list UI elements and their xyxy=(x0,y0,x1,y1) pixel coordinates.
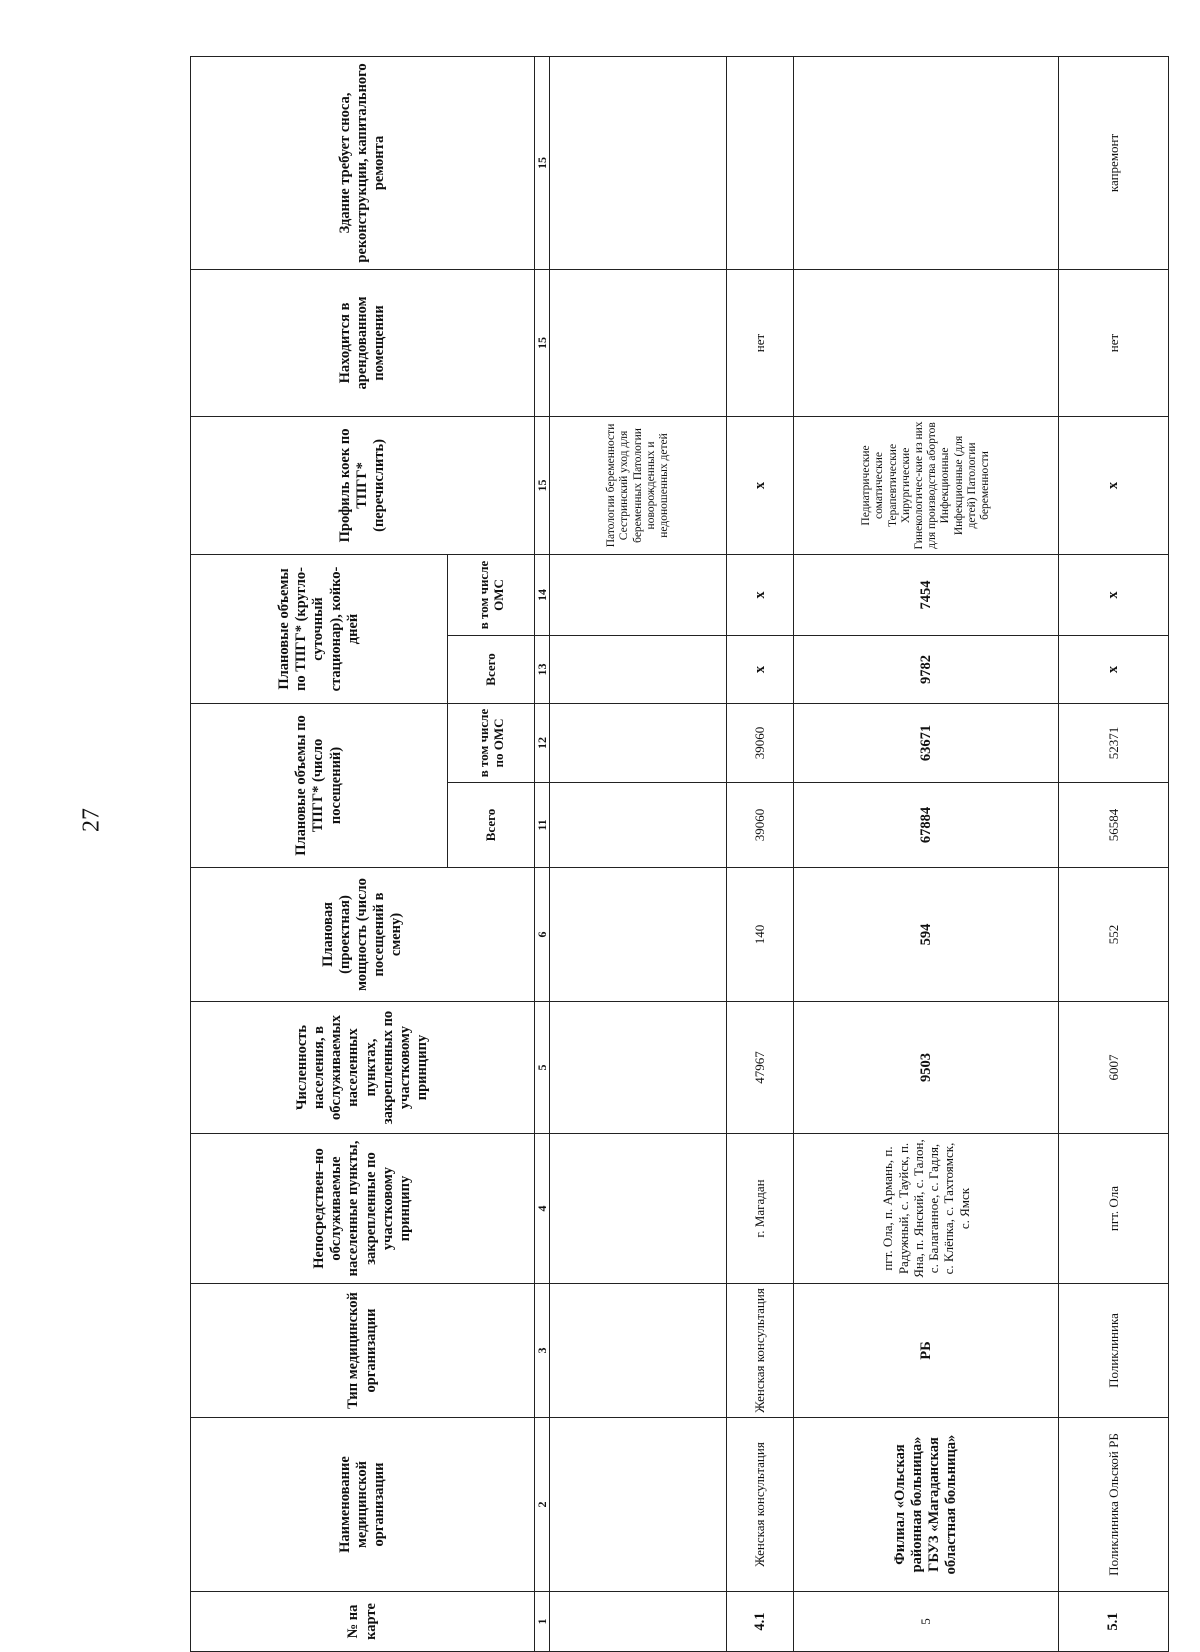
cell-map-number: 4.1 xyxy=(727,1592,794,1652)
column-number: 6 xyxy=(535,868,550,1002)
header-rented: Находится в арендованном помещении xyxy=(191,269,535,416)
cell-bed-days-oms: 7454 xyxy=(794,554,1059,635)
cell-org-type xyxy=(550,1284,727,1418)
column-number: 15 xyxy=(535,416,550,554)
cell-capacity xyxy=(550,868,727,1002)
cell-bed-profile: Педиатрические соматические Терапевтические Хирургические Гинекологичес-кие из них для производства абортов Инфекционные Инфекционные (для детей) Патологии беременности xyxy=(794,416,1059,554)
header-bed-profile: Профиль коек по ТПГГ* (перечислить) xyxy=(191,416,535,554)
cell-visits-all xyxy=(550,783,727,868)
header-bed-days-all: Всего xyxy=(448,635,535,703)
cell-bed-days-all xyxy=(550,635,727,703)
header-visits-all: Всего xyxy=(448,783,535,868)
cell-org-type: Поликлиника xyxy=(1059,1284,1169,1418)
cell-visits-oms: 63671 xyxy=(794,703,1059,782)
cell-visits-all: 39060 xyxy=(727,783,794,868)
cell-org-name: Филиал «Ольская районная больница» ГБУЗ «Магаданская областная больница» xyxy=(794,1418,1059,1592)
header-bed-days-oms: в том числе ОМС xyxy=(448,554,535,635)
cell-visits-oms: 52371 xyxy=(1059,703,1169,782)
column-number: 13 xyxy=(535,635,550,703)
header-population: Численность населения, в обслуживаемых населенных пунктах, закрепленных по участковому принципу xyxy=(191,1002,535,1134)
cell-rented: нет xyxy=(1059,269,1169,416)
cell-repair xyxy=(794,56,1059,269)
cell-repair xyxy=(550,56,727,269)
header-capacity: Плановая (проектная) мощность (число посещений в смену) xyxy=(191,868,535,1002)
cell-population: 6007 xyxy=(1059,1002,1169,1134)
table-row xyxy=(1059,56,1169,1651)
cell-map-number: 5 xyxy=(794,1592,1059,1652)
header-visits: Плановые объемы по ТПГГ* (число посещений) xyxy=(191,703,448,867)
header-bed-days: Плановые объемы по ТПГГ* (кругло-суточный стационар), койко-дней xyxy=(191,554,448,703)
cell-org-type: РБ xyxy=(794,1284,1059,1418)
cell-rented: нет xyxy=(727,269,794,416)
header-org-name: Наименование медицинской организации xyxy=(191,1418,535,1592)
cell-rented xyxy=(794,269,1059,416)
column-number: 11 xyxy=(535,783,550,868)
cell-org-name: Поликлиника Ольской РБ xyxy=(1059,1418,1169,1592)
column-number: 15 xyxy=(535,269,550,416)
cell-bed-profile: Патологии беременности Сестринский уход для беременных Патологии новорожденных и недоношенных детей xyxy=(550,416,727,554)
column-numbers-row xyxy=(535,56,550,1651)
cell-bed-days-all: 9782 xyxy=(794,635,1059,703)
column-number: 14 xyxy=(535,554,550,635)
cell-repair xyxy=(727,56,794,269)
column-number: 15 xyxy=(535,56,550,269)
cell-settlements: пгт. Ола, п. Армань, п. Радужный, с. Тауйск, п. Яна, п. Янский, с. Талон, с. Балаганное, с. Гадля, с. Клёпка, с. Тахтоямск, с. Ямск xyxy=(794,1134,1059,1284)
cell-repair: капремонт xyxy=(1059,56,1169,269)
cell-visits-all: 56584 xyxy=(1059,783,1169,868)
column-number: 1 xyxy=(535,1592,550,1652)
header-row xyxy=(191,56,448,1651)
cell-rented xyxy=(550,269,727,416)
cell-capacity: 140 xyxy=(727,868,794,1002)
cell-population: 47967 xyxy=(727,1002,794,1134)
column-number: 5 xyxy=(535,1002,550,1134)
cell-capacity: 594 xyxy=(794,868,1059,1002)
column-number: 3 xyxy=(535,1284,550,1418)
cell-visits-oms xyxy=(550,703,727,782)
column-number: 2 xyxy=(535,1418,550,1592)
page-number: 27 xyxy=(78,808,105,832)
cell-population: 9503 xyxy=(794,1002,1059,1134)
table-row xyxy=(727,56,794,1651)
column-number: 12 xyxy=(535,703,550,782)
cell-bed-days-all: x xyxy=(1059,635,1169,703)
cell-settlements: г. Магадан xyxy=(727,1134,794,1284)
header-settlements: Непосредствен–но обслуживаемые населенные пункты, закрепленные по участковому принципу xyxy=(191,1134,535,1284)
header-map-number: № на карте xyxy=(191,1592,535,1652)
medical-organizations-table xyxy=(190,56,1169,1652)
cell-visits-all: 67884 xyxy=(794,783,1059,868)
cell-org-type: Женская консультация xyxy=(727,1284,794,1418)
cell-org-name: Женская консультация xyxy=(727,1418,794,1592)
cell-capacity: 552 xyxy=(1059,868,1169,1002)
header-repair: Здание требует сноса, реконструкции, капитального ремонта xyxy=(191,56,535,269)
cell-org-name xyxy=(550,1418,727,1592)
table-row xyxy=(550,56,727,1651)
column-number: 4 xyxy=(535,1134,550,1284)
rotated-table-wrapper xyxy=(190,57,1122,1652)
cell-visits-oms: 39060 xyxy=(727,703,794,782)
cell-bed-days-oms xyxy=(550,554,727,635)
cell-bed-profile: x xyxy=(1059,416,1169,554)
cell-bed-days-oms: x xyxy=(1059,554,1169,635)
cell-bed-profile: x xyxy=(727,416,794,554)
header-org-type: Тип медицинской организации xyxy=(191,1284,535,1418)
cell-bed-days-all: x xyxy=(727,635,794,703)
cell-map-number xyxy=(550,1592,727,1652)
cell-population xyxy=(550,1002,727,1134)
cell-map-number: 5.1 xyxy=(1059,1592,1169,1652)
cell-settlements: пгт. Ола xyxy=(1059,1134,1169,1284)
table-row xyxy=(794,56,1059,1651)
cell-bed-days-oms: x xyxy=(727,554,794,635)
cell-settlements xyxy=(550,1134,727,1284)
header-visits-oms: в том числе по ОМС xyxy=(448,703,535,782)
